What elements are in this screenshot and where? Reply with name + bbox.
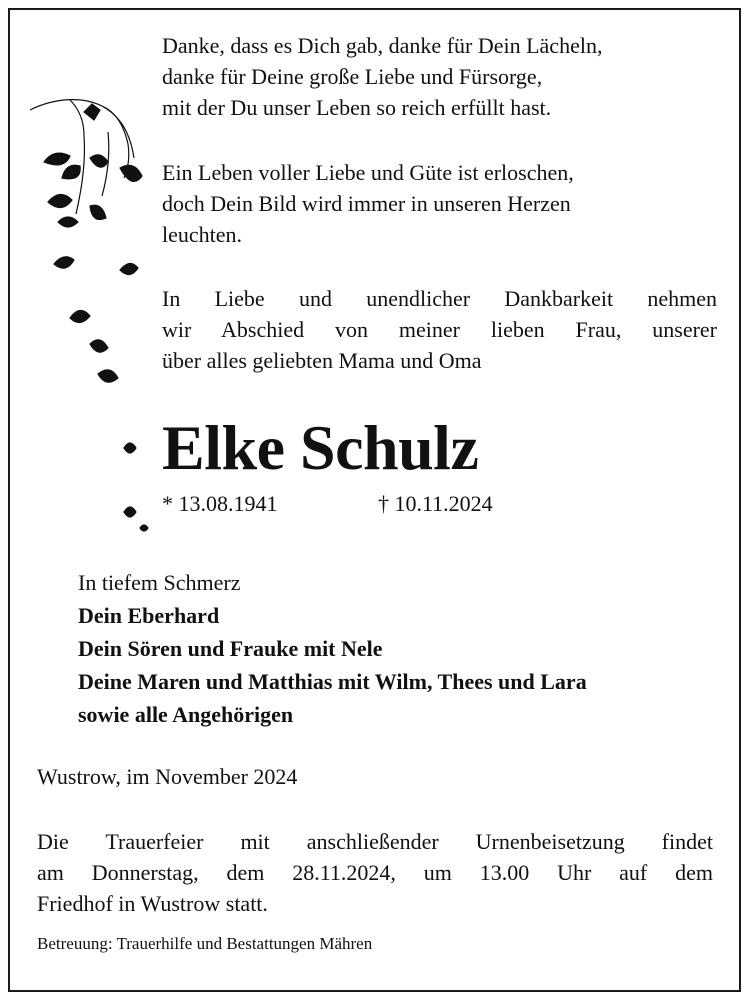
birth-date: * 13.08.1941 (162, 491, 278, 516)
poem-line: leuchten. (162, 222, 243, 247)
mourner-entry: Dein Eberhard (78, 603, 220, 628)
poem-stanza-1 (162, 30, 717, 123)
funeral-line: am Donnerstag, dem 28.11.2024, um 13.00 Uhr auf dem (37, 860, 713, 885)
funeral-line: Die Trauerfeier mit anschließender Urnenbeisetzung findet (37, 829, 713, 854)
falling-leaves-icon (24, 92, 164, 552)
poem-stanza-2 (162, 157, 717, 250)
poem-line: wir Abschied von meiner lieben Frau, unserer (162, 317, 717, 342)
mourners-list (78, 566, 587, 731)
poem-line: In Liebe und unendlicher Dankbarkeit nehmen (162, 286, 717, 311)
funeral-info (37, 826, 713, 919)
poem-line: Danke, dass es Dich gab, danke für Dein Lächeln, (162, 33, 603, 58)
death-date: † 10.11.2024 (378, 491, 493, 516)
poem-line: danke für Deine große Liebe und Fürsorge, (162, 64, 543, 89)
funeral-home-credit: Betreuung: Trauerhilfe und Bestattungen Mähren (37, 934, 373, 953)
deceased-name: Elke Schulz (162, 412, 479, 483)
poem-line: Ein Leben voller Liebe und Güte ist erloschen, (162, 160, 574, 185)
mourner-entry: Dein Sören und Frauke mit Nele (78, 636, 383, 661)
poem-line: über alles geliebten Mama und Oma (162, 348, 482, 373)
mourner-entry: sowie alle Angehörigen (78, 702, 294, 727)
mourners-intro: In tiefem Schmerz (78, 570, 241, 595)
poem-line: mit der Du unser Leben so reich erfüllt hast. (162, 95, 552, 120)
poem-stanza-3 (162, 283, 717, 376)
place-date: Wustrow, im November 2024 (37, 764, 298, 789)
mourner-entry: Deine Maren und Matthias mit Wilm, Thees und Lara (78, 669, 587, 694)
funeral-line: Friedhof in Wustrow statt. (37, 891, 268, 916)
poem-line: doch Dein Bild wird immer in unseren Herzen (162, 191, 571, 216)
